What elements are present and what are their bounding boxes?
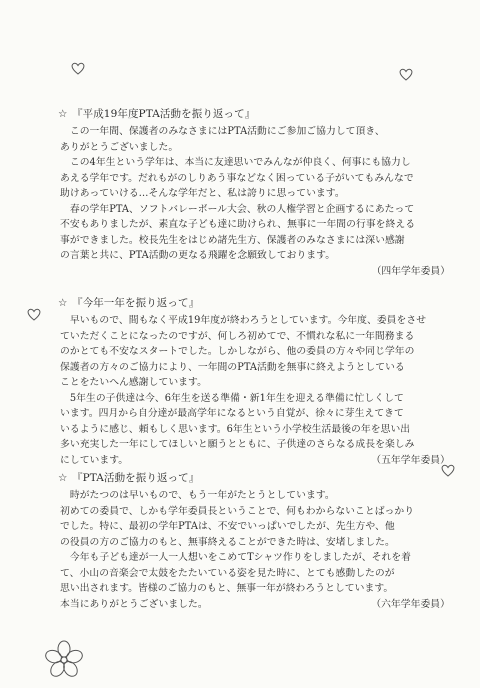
body-line: 5年生の子供達は今、6年生を送る準備・新1年生を迎える準備に忙しくして <box>60 392 404 404</box>
body-line: 不安もありましたが、素直な子ども達に助けられ、無事に一年間の行事を終える <box>60 219 416 230</box>
star-icon: ☆ <box>58 297 68 309</box>
body-line: この一年間、保護者のみなさまにはPTA活動にご参加ご協力して頂き、 <box>60 126 385 137</box>
signature: （四年学年委員） <box>371 265 450 277</box>
body-line: この4年生という学年は、本当に友達思いでみんなが仲良く、何事にも協力し <box>60 157 411 168</box>
heart-icon <box>398 66 414 82</box>
section-title <box>60 296 450 310</box>
body-line: 保護者の方々のご協力により、一年間のPTA活動を無事に終えようとしている <box>60 361 405 373</box>
star-icon: ☆ <box>58 108 68 120</box>
section-sixth-grade <box>60 471 450 612</box>
body-line <box>60 453 450 469</box>
star-icon: ☆ <box>58 472 68 484</box>
body-line-text: にしています。 <box>60 454 129 466</box>
body-line: 初めての委員で、しかも学年委員長ということで、何もわからないことばっかり <box>60 505 415 517</box>
heart-icon <box>70 60 86 76</box>
body-line: 助けあっていける…そんな学年だと、私は誇りに思っています。 <box>60 188 345 199</box>
body-line: ことをたいへん感謝しています。 <box>60 377 207 388</box>
body-line: の役員の方のご協力のもと、無事終えることができた時は、安堵しました。 <box>60 536 395 548</box>
signature: （五年学年委員） <box>371 454 450 466</box>
body-line: のかとても不安なスタートでした。しかしながら、他の委員の方々や同じ学年の <box>60 346 415 357</box>
signature: （六年学年委員） <box>371 598 450 610</box>
section-title-text: 『今年一年を振り返って』 <box>72 297 200 309</box>
body-line: 思い出されます。皆様のご協力のもと、無事一年が終わろうとしています。 <box>60 583 394 594</box>
body-line: 時がたつのは早いもので、もう一年がたとうとしています。 <box>60 490 335 501</box>
body-line: ありがとうございました。 <box>60 141 179 153</box>
flower-icon <box>44 640 84 680</box>
body-line: でした。特に、最初の学年PTAは、不安でいっぱいでしたが、先生方や、他 <box>60 521 395 532</box>
body-line: ていただくことになったのですが、何しろ初めてで、不慣れな私に一年間務まる <box>60 330 415 342</box>
body-line: 多い充実した一年にしてほしいと願うとともに、子供達のさらなる成長を楽しみ <box>60 439 415 450</box>
body-line: 早いもので、間もなく平成19年度が終わろうとしています。今年度、委員をさせ <box>60 315 427 326</box>
body-line <box>60 597 450 613</box>
body-line: います。四月から自分達が最高学年になるという自覚が、徐々に芽生えてきて <box>60 408 404 419</box>
section-fourth-grade <box>60 107 450 279</box>
body-line: 事ができました。校長先生をはじめ諸先生方、保護者のみなさまには深い感謝 <box>60 234 405 246</box>
section-title <box>60 471 450 485</box>
heart-icon <box>26 306 42 322</box>
body-line: 春の学年PTA、ソフトバレーボール大会、秋の人権学習と企画するにあたって <box>60 203 415 215</box>
section-fifth-grade <box>60 296 450 468</box>
section-title-text: 『平成19年度PTA活動を振り返って』 <box>72 108 256 120</box>
section-title-text: 『PTA活動を振り返って』 <box>72 472 200 484</box>
section-title <box>60 107 450 121</box>
body-line: いるように感じ、頼もしく思います。6年生という小学校生活最後の年を思い出 <box>60 423 411 435</box>
body-line: 今年も子ども達が一人一人想いをこめてTシャツ作りをしましたが、それを着 <box>60 552 412 563</box>
body-line-text: 本当にありがとうございました。 <box>60 598 208 610</box>
body-line: あえる学年です。だれもがのしりあう事などなく困っている子がいてもみんなで <box>60 172 414 184</box>
body-line: の言葉と共に、PTA活動の更なる飛躍を念願致しております。 <box>60 250 336 261</box>
body-line: て、小山の音楽会で太鼓をたたいている姿を見た時に、とても感動したのが <box>60 567 395 579</box>
